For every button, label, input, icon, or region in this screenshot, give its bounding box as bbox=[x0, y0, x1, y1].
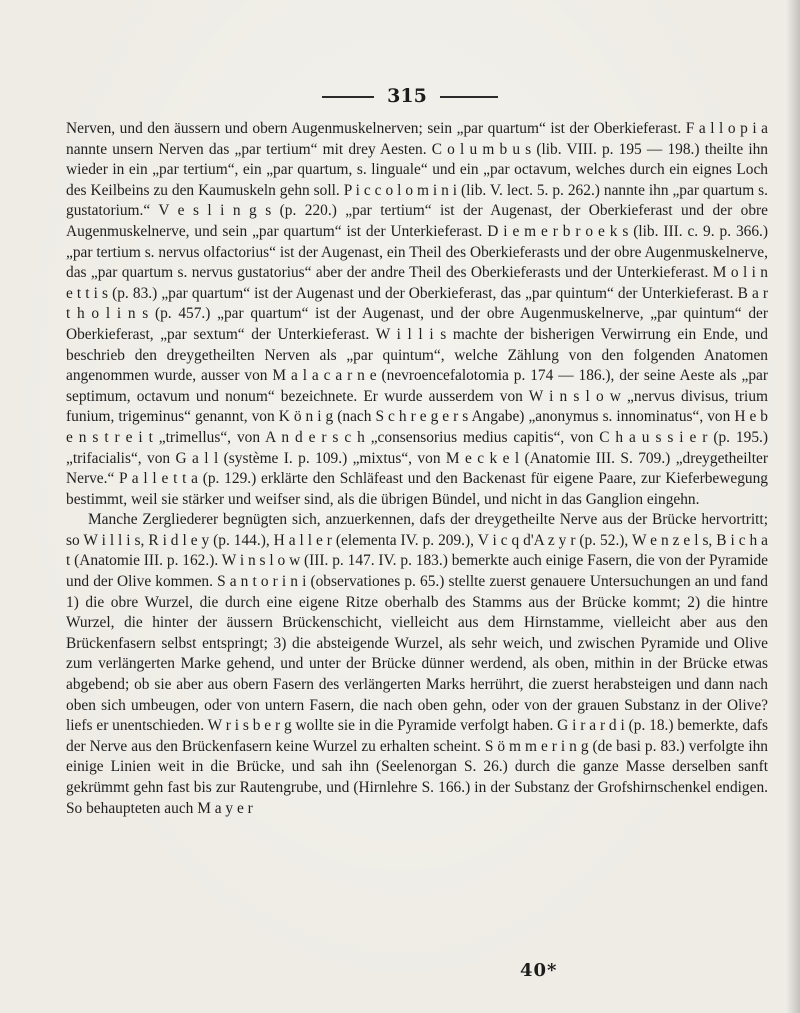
page-number: 315 bbox=[387, 85, 427, 107]
page-edge-shadow bbox=[786, 0, 800, 1013]
paragraph-2: Manche Zergliederer begnügten sich, anzuerkennen, dafs der dreygetheilte Nerve aus der Brücke hervortritt; so W i l l i s, R i d l e y (p. 144.), H a l l e r (elementa IV. p. 209.), V i c q d'A z y r (p. 52.), W e n z e l s, B i c h a t (Anatomie III. p. 162.). W i n s l o w (III. p. 147. IV. p. 183.) bemerkte auch einige Fasern, die von der Pyramide und der Olive kommen. S a n t o r i n i (observationes p. 65.) stellte zuerst genauere Untersuchungen an und fand 1) die obre Wurzel, die durch eine eigene Ritze oberhalb des Stamms aus der Brücke kommt; 2) die hintre Wurzel, die hinter der äussern Brückenschicht, vielleicht aus dem Hirnstamme, vielleicht aber aus den Brückenfasern selbst entspringt; 3) die absteigende Wurzel, als sehr weich, und zwischen Pyramide und Olive zum verlängerten Marke gehend, und unter der Brücke dünner werdend, als oben, mithin in der Brücke etwas abgebend; ob sie aber aus obern Fasern des verlängerten Marks herrührt, die zuerst herabsteigen und dann nach oben sich umbeugen, oder von untern Fasern, die nach oben gehn, oder von der grauen Substanz in der Olive? liefs er unentschieden. W r i s b e r g wollte sie in die Pyramide verfolgt haben. G i r a r d i (p. 18.) bemerkte, dafs der Nerve aus den Brückenfasern keine Wurzel zu erhalten scheint. S ö m m e r i n g (de basi p. 83.) verfolgte ihn einige Linien weit in die Brücke, und sah ihn (Seelenorgan S. 26.) durch die ganze Masse derselben sanft gekrümmt gehn fast bis zur Rautengrube, und (Hirnlehre S. 166.) in der Substanz der Grofshirnschenkel endigen. So behaupteten auch M a y e r bbox=[66, 511, 768, 817]
header-rule-right bbox=[440, 96, 498, 98]
header-rule-left bbox=[322, 96, 374, 98]
signature-mark: 40* bbox=[520, 960, 558, 981]
body-text bbox=[66, 119, 768, 819]
page-header bbox=[0, 84, 800, 108]
paragraph-1: Nerven, und den äussern und obern Augenmuskelnerven; sein „par quartum“ ist der Oberkieferast. F a l l o p i a nannte unsern Nerven das „par tertium“ mit drey Aesten. C o l u m b u s (lib. VIII. p. 195 — 198.) theilte ihn wieder in ein „par tertium“, ein „par quartum, s. linguale“ und ein „par octavum, welches durch ein eignes Loch des Keilbeins zu den Kaumuskeln gehn soll. P i c c o l o m i n i (lib. V. lect. 5. p. 262.) nannte ihn „par quartum s. gustatorium.“ V e s l i n g s (p. 220.) „par tertium“ ist der Augenast, der Oberkieferast und der obre Augenmuskelnerve, und sein „par quartum“ ist der Unterkieferast. D i e m e r b r o e k s (lib. III. c. 9. p. 366.) „par tertium s. nervus olfactorius“ ist der Augenast, ein Theil des Oberkieferasts und der obre Augenmuskelnerve, das „par quartum s. nervus gustatorius“ aber der andre Theil des Oberkieferasts und der Unterkieferast. M o l i n e t t i s (p. 83.) „par quartum“ ist der Augenast und der Oberkieferast, das „par quintum“ der Unterkieferast. B a r t h o l i n s (p. 457.) „par quartum“ ist der Augenast, und der obre Augenmuskelnerve, „par quintum“ der Oberkieferast, „par sextum“ der Unterkieferast. W i l l i s machte der bisherigen Verwirrung ein Ende, und beschrieb den dreygetheilten Nerven als „par quintum“, welche Zählung von den folgenden Anatomen angenommen wurde, ausser von M a l a c a r n e (nevroencefalotomia p. 174 — 186.), der seine Aeste als „par septimum, octavum und nonum“ bezeichnete. Er wurde ausserdem von W i n s l o w „nervus divisus, trium funium, trigeminus“ genannt, von K ö n i g (nach S c h r e g e r s Angabe) „anonymus s. innominatus“, von H e b e n s t r e i t „trimellus“, von A n d e r s c h „consensorius medius capitis“, von C h a u s s i e r (p. 195.) „trifacialis“, von G a l l (système I. p. 109.) „mixtus“, von M e c k e l (Anatomie III. S. 709.) „dreygetheilter Nerve.“ P a l l e t t a (p. 129.) erklärte den Schläfeast und den Backenast für eigene Paare, zur Kieferbewegung bestimmt, weil sie stärker und weifser sind, als die übrigen Bündel, und nicht in das Ganglion eingehn. bbox=[66, 120, 768, 508]
